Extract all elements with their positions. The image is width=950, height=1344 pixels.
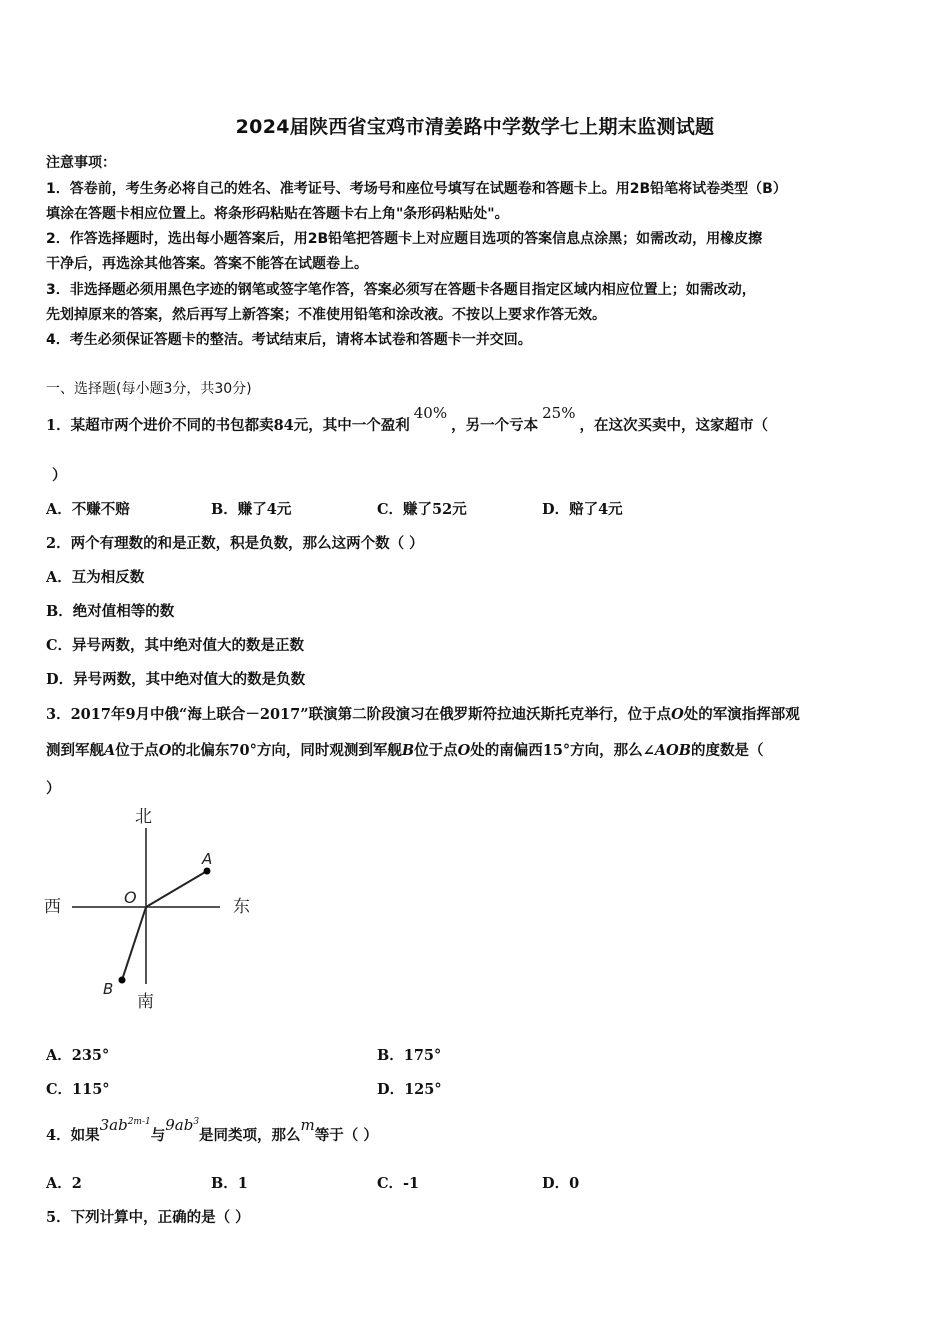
page-title: 2024届陕西省宝鸡市清姜路中学数学七上期末监测试题 bbox=[235, 116, 715, 138]
q4-term-1-exponent: 2m-1 bbox=[127, 1117, 151, 1127]
q3-point-o: O bbox=[671, 706, 684, 723]
q3-text: 测到军舰 bbox=[46, 742, 104, 759]
q1-text: 1．某超市两个进价不同的书包都卖84元，其中一个盈利 bbox=[46, 417, 410, 434]
notice-line: 4．考生必须保证答题卡的整洁。考试结束后，请将本试卷和答题卡一并交回。 bbox=[46, 332, 532, 348]
compass-diagram bbox=[40, 800, 270, 1015]
q4-option-a: A．2 bbox=[46, 1175, 82, 1192]
west-label: 西 bbox=[44, 897, 61, 917]
q4-text: 是同类项，那么 bbox=[199, 1127, 301, 1144]
q3-text: 处的军演指挥部观 bbox=[683, 706, 800, 723]
q3-text: 位于点 bbox=[115, 742, 159, 759]
q2-option-b: B．绝对值相等的数 bbox=[46, 603, 175, 620]
q1-option-c: C．赚了52元 bbox=[377, 501, 467, 518]
q4-term-2-exponent: 3 bbox=[193, 1117, 200, 1127]
q4-term-2-base: 9ab bbox=[165, 1116, 194, 1134]
q3-text: 处的南偏西15°方向，那么∠ bbox=[470, 742, 655, 759]
q4-text: 4．如果 bbox=[46, 1127, 100, 1144]
q4-term-1-base: 3ab bbox=[99, 1116, 128, 1134]
q4-term-1 bbox=[100, 1116, 151, 1134]
ray-ob bbox=[122, 907, 146, 980]
notice-line: 填涂在答题卡相应位置上。将条形码粘贴在答题卡右上角"条形码粘贴处"。 bbox=[46, 206, 509, 222]
q3-option-c: C．115° bbox=[46, 1081, 110, 1098]
notice-line: 先划掉原来的答案，然后再写上新答案；不准使用铅笔和涂改液。不按以上要求作答无效。 bbox=[46, 307, 606, 323]
notice-line: 3．非选择题必须用黑色字迹的钢笔或签字笔作答，答案必须写在答题卡各题目指定区域内相应位置上；如需改动， bbox=[46, 282, 756, 298]
q1-text: ，另一个亏本 bbox=[451, 417, 539, 434]
notice-line: 2．作答选择题时，选出每小题答案后，用2B铅笔把答题卡上对应题目选项的答案信息点涂黑；如需改动，用橡皮擦 bbox=[46, 231, 763, 247]
question-3-close: ） bbox=[46, 780, 61, 797]
q1-option-d: D．赔了4元 bbox=[542, 501, 623, 518]
q4-text: 与 bbox=[150, 1127, 166, 1144]
q1-percent-loss: 25% bbox=[542, 404, 576, 422]
q1-percent-profit: 40% bbox=[413, 404, 448, 422]
east-label: 东 bbox=[233, 897, 250, 917]
q4-option-c: C．-1 bbox=[377, 1175, 420, 1192]
q3-text: 位于点 bbox=[414, 742, 458, 759]
q3-option-b: B．175° bbox=[377, 1047, 442, 1064]
q4-text: 等于（ ） bbox=[314, 1127, 378, 1144]
q3-text: 3．2017年9月中俄“海上联合－2017”联演第二阶段演习在俄罗斯符拉迪沃斯托克举行，位于点 bbox=[46, 706, 672, 723]
ray-oa bbox=[146, 871, 207, 907]
point-a-dot bbox=[204, 868, 211, 875]
notice-line: 干净后，再选涂其他答案。答案不能答在试题卷上。 bbox=[46, 256, 368, 272]
question-1-stem bbox=[46, 404, 768, 435]
q4-variable-m: m bbox=[300, 1116, 315, 1134]
question-4-stem bbox=[46, 1116, 378, 1145]
q3-point-o: O bbox=[158, 742, 172, 759]
question-3-line-1 bbox=[46, 703, 800, 724]
q2-option-c: C．异号两数，其中绝对值大的数是正数 bbox=[46, 637, 305, 654]
point-b-dot bbox=[119, 977, 126, 984]
question-3-line-2 bbox=[46, 739, 763, 760]
q1-option-b: B．赚了4元 bbox=[211, 501, 292, 518]
q3-ship-b: B bbox=[401, 742, 415, 759]
q1-text: ，在这次买卖中，这家超市（ bbox=[579, 417, 768, 434]
point-a-label: A bbox=[202, 850, 213, 868]
q3-angle: AOB bbox=[654, 742, 691, 759]
q4-option-d: D．0 bbox=[542, 1175, 580, 1192]
q4-term-2 bbox=[165, 1116, 199, 1134]
q2-option-d: D．异号两数，其中绝对值大的数是负数 bbox=[46, 671, 306, 688]
question-1-close: ） bbox=[52, 467, 67, 484]
q3-text: 的北偏东70°方向，同时观测到军舰 bbox=[171, 742, 402, 759]
question-5-stem: 5．下列计算中，正确的是（ ） bbox=[46, 1209, 250, 1226]
point-b-label: B bbox=[103, 980, 114, 998]
origin-label: O bbox=[124, 888, 137, 907]
q3-ship-a: A bbox=[104, 742, 116, 759]
notice-heading: 注意事项： bbox=[46, 155, 116, 171]
question-2-stem: 2．两个有理数的和是正数，积是负数，那么这两个数（ ） bbox=[46, 535, 424, 552]
q3-option-a: A．235° bbox=[46, 1047, 110, 1064]
q1-option-a: A．不赚不赔 bbox=[46, 501, 130, 518]
q4-option-b: B．1 bbox=[211, 1175, 248, 1192]
q3-point-o: O bbox=[457, 742, 471, 759]
section-heading: 一、选择题(每小题3分，共30分) bbox=[46, 381, 252, 397]
q3-option-d: D．125° bbox=[377, 1081, 442, 1098]
north-label: 北 bbox=[135, 807, 152, 827]
q3-text: 的度数是（ bbox=[690, 742, 764, 759]
notice-line: 1．答卷前，考生务必将自己的姓名、准考证号、考场号和座位号填写在试题卷和答题卡上。用2B铅笔将试卷类型（B） bbox=[46, 181, 787, 197]
q2-option-a: A．互为相反数 bbox=[46, 569, 145, 586]
south-label: 南 bbox=[137, 992, 154, 1012]
